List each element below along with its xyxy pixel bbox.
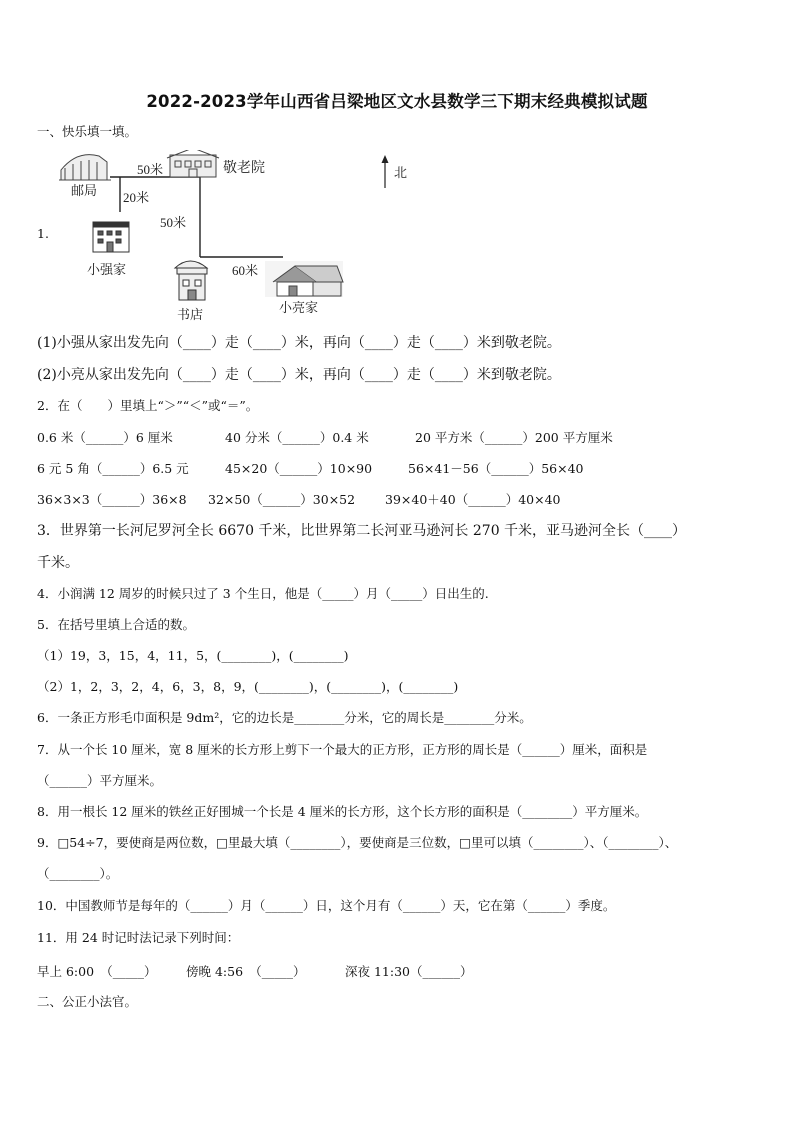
question-2-r2c3: 56×41－56（______）56×40	[408, 461, 584, 476]
distance-top-label: 50米	[137, 162, 164, 177]
question-2-r2c2: 45×20（______）10×90	[225, 461, 373, 476]
page-title: 2022-2023学年山西省吕梁地区文水县数学三下期末经典模拟试题	[146, 92, 648, 111]
question-8: 8．用一根长 12 厘米的铁丝正好围城一个长是 4 厘米的长方形，这个长方形的面积是（________）平方厘米。	[37, 804, 648, 819]
question-2-stem: 2．在（ ）里填上“＞”“＜”或“＝”。	[37, 398, 259, 413]
bookstore-label: 书店	[177, 307, 204, 322]
question-2-r3c1: 36×3×3（______）36×8	[37, 492, 187, 507]
xiaoliang-home-label: 小亮家	[279, 300, 319, 315]
question-4: 4．小润满 12 周岁的时候只过了 3 个生日，他是（_____）月（_____）日出生的.	[37, 586, 489, 601]
question-1-sub2: (2)小亮从家出发先向（____）走（____）米，再向（____）走（____）米到敬老院。	[37, 367, 561, 383]
post-office-icon	[59, 155, 111, 180]
question-11-item1: 早上 6:00 （_____）	[37, 964, 157, 979]
question-7-line1: 7．从一个长 10 厘米，宽 8 厘米的长方形上剪下一个最大的正方形，正方形的周长是（______）厘米，面积是	[37, 742, 648, 757]
bookstore-icon	[175, 261, 207, 300]
north-arrow-icon	[382, 155, 389, 188]
question-5-sub1: （1）19，3，15，4，11，5，(________)，(________)	[37, 648, 349, 663]
question-3-line2: 千米。	[37, 555, 79, 571]
distance-mid-label: 50米	[160, 215, 187, 230]
question-11-item2: 傍晚 4:56 （_____）	[186, 964, 306, 979]
question-2-r1c2: 40 分米（______）0.4 米	[225, 430, 369, 445]
north-label: 北	[394, 165, 408, 180]
question-3-line1: 3．世界第一长河尼罗河全长 6670 千米，比世界第二长河亚马逊河长 270 千米，亚马逊河全长（____）	[37, 523, 687, 539]
question-2-r3c3: 39×40＋40（______）40×40	[385, 492, 561, 507]
xiaoliang-home-icon	[265, 261, 343, 297]
question-11-item3: 深夜 11:30（______）	[345, 964, 473, 979]
question-9-line2: （________）。	[37, 866, 119, 881]
question-5-stem: 5．在括号里填上合适的数。	[37, 617, 195, 632]
distance-bottom-label: 60米	[232, 263, 259, 278]
distance-left-label: 20米	[123, 190, 150, 205]
section-heading-1: 一、快乐填一填。	[37, 124, 138, 139]
direction-map	[55, 150, 415, 325]
nursing-home-label: 敬老院	[223, 161, 265, 176]
question-2-r1c1: 0.6 米（______）6 厘米	[37, 430, 173, 445]
question-2-r1c3: 20 平方米（______）200 平方厘米	[415, 430, 613, 445]
question-2-r2c1: 6 元 5 角（______）6.5 元	[37, 461, 189, 476]
question-1-number: 1.	[37, 226, 49, 241]
nursing-home-icon	[167, 150, 219, 177]
question-7-line2: （______）平方厘米。	[37, 773, 163, 788]
question-11-stem: 11．用 24 时记时法记录下列时间：	[37, 930, 240, 945]
question-2-r3c2: 32×50（______）30×52	[208, 492, 356, 507]
question-6: 6．一条正方形毛巾面积是 9dm²，它的边长是________分米，它的周长是________分米。	[37, 710, 532, 725]
xiaoqiang-home-icon	[93, 222, 129, 252]
question-9-line1: 9．□54÷7，要使商是两位数，□里最大填（________），要使商是三位数，□里可以填（________）、（________）、	[37, 835, 678, 850]
post-office-label: 邮局	[71, 183, 98, 198]
question-1-sub1: (1)小强从家出发先向（____）走（____）米，再向（____）走（____）米到敬老院。	[37, 335, 561, 351]
xiaoqiang-home-label: 小强家	[87, 262, 127, 277]
question-10: 10．中国教师节是每年的（______）月（______）日，这个月有（______）天，它在第（______）季度。	[37, 898, 616, 913]
question-5-sub2: （2）1，2，3，2，4，6，3，8，9，(________)，(________)，(________)	[37, 679, 459, 694]
section-heading-2: 二、公正小法官。	[37, 994, 138, 1009]
